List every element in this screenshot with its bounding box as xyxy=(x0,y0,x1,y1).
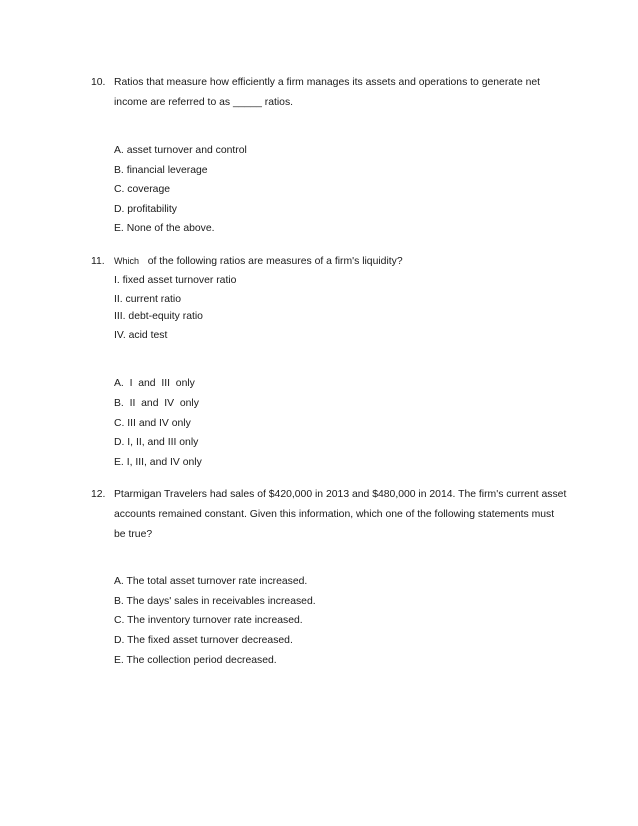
answer-option-e: E. None of the above. xyxy=(114,223,215,234)
question-stem-line xyxy=(114,256,403,267)
answer-option-e: E. I, III, and IV only xyxy=(114,457,202,468)
question-stem-line: Ratios that measure how efficiently a firm manages its assets and operations to generate net xyxy=(114,77,541,88)
question-stem-line: accounts remained constant. Given this information, which one of the following statements must xyxy=(114,509,555,520)
roman-item-i: I. fixed asset turnover ratio xyxy=(114,275,237,286)
answer-option-d: D. The fixed asset turnover decreased. xyxy=(114,635,293,646)
answer-option-d: D. profitability xyxy=(114,204,177,215)
answer-option-b: B. financial leverage xyxy=(114,165,208,176)
answer-option-a: A. The total asset turnover rate increased. xyxy=(114,576,308,587)
question-stem-line: income are referred to as _____ ratios. xyxy=(114,97,294,108)
roman-item-iv: IV. acid test xyxy=(114,330,168,341)
roman-item-iii: III. debt-equity ratio xyxy=(114,311,203,322)
answer-option-d: D. I, II, and III only xyxy=(114,437,199,448)
question-number: 11. xyxy=(91,256,105,267)
answer-option-e: E. The collection period decreased. xyxy=(114,655,277,666)
answer-option-c: C. III and IV only xyxy=(114,418,191,429)
roman-item-ii: II. current ratio xyxy=(114,294,181,305)
question-number: 12. xyxy=(91,489,106,500)
answer-option-c: C. coverage xyxy=(114,184,171,195)
question-number: 10. xyxy=(91,77,106,88)
question-stem-first-word: Which xyxy=(114,256,140,266)
answer-option-b: B. The days' sales in receivables increased. xyxy=(114,596,316,607)
answer-option-c: C. The inventory turnover rate increased. xyxy=(114,615,303,626)
answer-option-a: A. asset turnover and control xyxy=(114,145,247,156)
question-stem-line: Ptarmigan Travelers had sales of $420,000 in 2013 and $480,000 in 2014. The firm's current asset xyxy=(114,489,567,500)
question-stem-line: be true? xyxy=(114,529,153,540)
answer-option-a: A. I and III only xyxy=(114,378,195,389)
question-stem-rest: of the following ratios are measures of a firm's liquidity? xyxy=(147,256,403,267)
answer-option-b: B. II and IV only xyxy=(114,398,199,409)
